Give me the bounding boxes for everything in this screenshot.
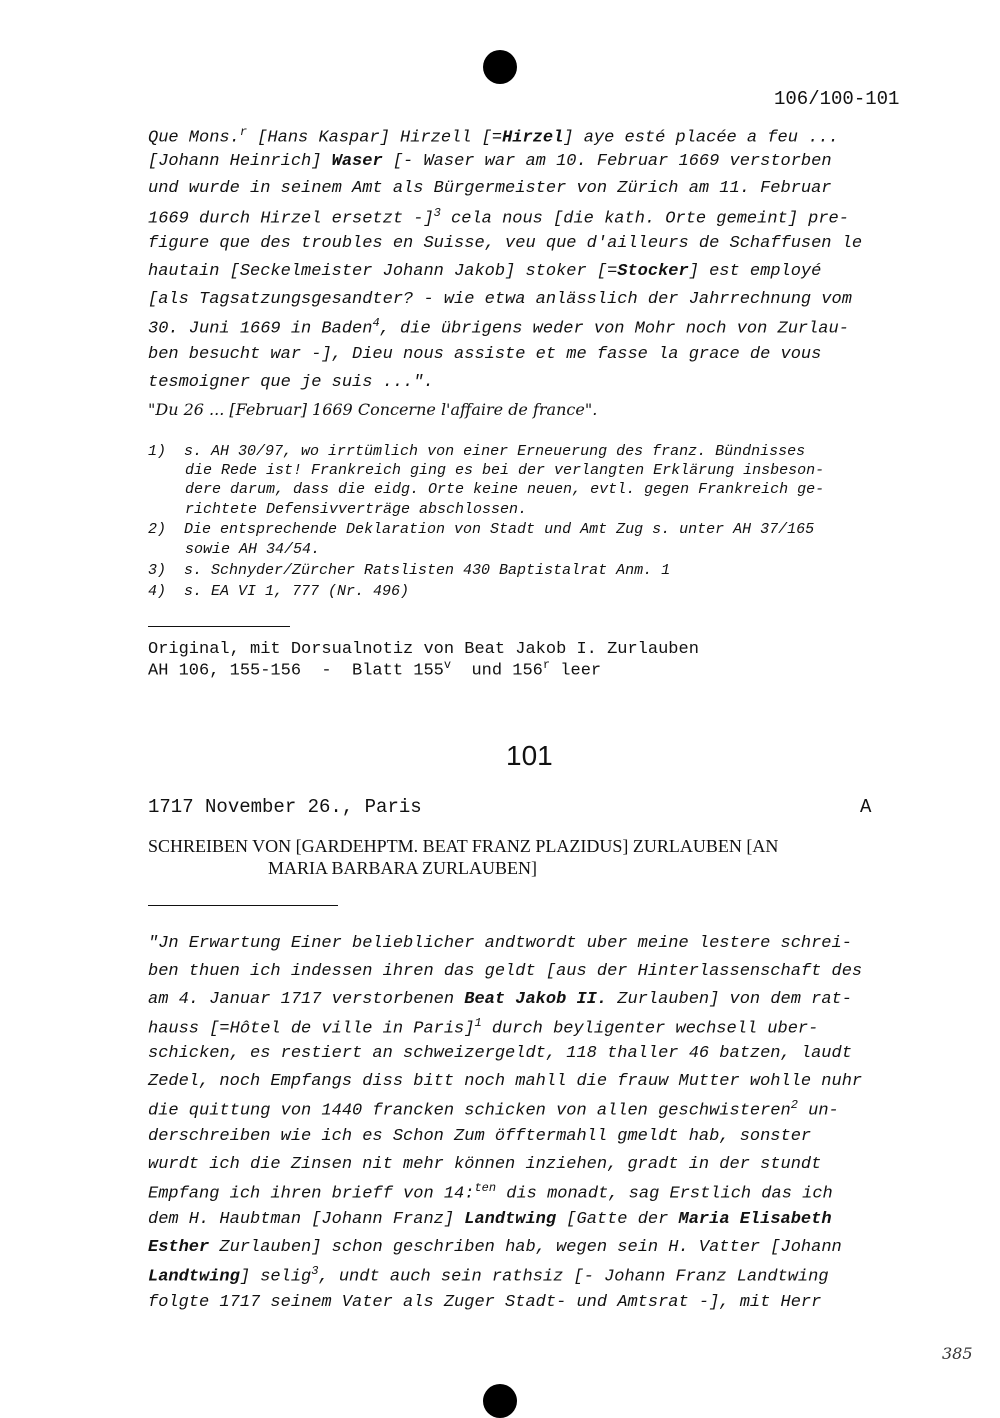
text-line: schicken, es restiert an schweizergeldt, 118 thaller 46 batzen, laudt (148, 1044, 852, 1063)
footnote-3: 3) s. Schnyder/Zürcher Ratslisten 430 Baptistalrat Anm. 1 (148, 562, 671, 579)
text-line: ben thuen ich indessen ihren das geldt [aus der Hinterlassenschaft des (148, 962, 863, 981)
footnote-2-line: sowie AH 34/54. (185, 541, 321, 558)
text-line: Esther Zurlauben] schon geschriben hab, wegen sein H. Vatter [Johann (148, 1238, 842, 1257)
page-reference: 106/100-101 (774, 88, 900, 110)
document-number: 101 (506, 740, 553, 771)
text-line: 30. Juni 1669 in Baden$^4$, die übrigens weder von Mohr noch von Zurlau- (148, 316, 849, 339)
letter-heading: SCHREIBEN VON [GARDEHPTM. BEAT FRANZ PLAZIDUS] ZURLAUBEN [AN (148, 836, 779, 856)
punch-hole-top (483, 50, 517, 84)
text-line: hautain [Seckelmeister Johann Jakob] stoker [=Stocker] est employé (148, 262, 822, 281)
footnote-1-line: die Rede ist! Frankreich ging es bei der verlangten Erklärung insbeson- (185, 462, 825, 479)
text-line: [als Tagsatzungsgesandter? - wie etwa anlässlich der Jahrrechnung vom (148, 290, 852, 309)
source-line: Original, mit Dorsualnotiz von Beat Jakob I. Zurlauben (148, 640, 699, 659)
text-line: ben besucht war -], Dieu nous assiste et me fasse la grace de vous (148, 345, 822, 364)
text-line: folgte 1717 seinem Vater als Zuger Stadt- und Amtsrat -], mit Herr (148, 1293, 822, 1312)
margin-scribble: 385 (942, 1344, 973, 1363)
text-line: Que Mons.$^r$ [Hans Kaspar] Hirzell [=Hirzel] aye esté placée a feu ... (148, 125, 839, 148)
footnote-1-line: richtete Defensivverträge abschlossen. (185, 501, 528, 518)
text-line: wurdt ich die Zinsen nit mehr können inziehen, gradt in der stundt (148, 1155, 822, 1174)
document-marker: A (860, 796, 872, 818)
text-line: und wurde in seinem Amt als Bürgermeister von Zürich am 11. Februar (148, 179, 832, 198)
text-line: hauss [=Hôtel de ville in Paris]$^1$ durch beyligenter wechsell uber- (148, 1016, 819, 1039)
text-line: Zedel, noch Empfangs diss bitt noch mahll die frauw Mutter wohlle nuhr (148, 1072, 863, 1091)
text-line: [Johann Heinrich] Waser [- Waser war am 10. Februar 1669 verstorben (148, 152, 832, 171)
punch-hole-bottom (483, 1384, 517, 1418)
divider (148, 905, 338, 906)
text-line: Landtwing] selig$^3$, undt auch sein rathsiz [- Johann Franz Landtwing (148, 1264, 829, 1287)
footnote-1: 1) s. AH 30/97, wo irrtümlich von einer Erneuerung des franz. Bündnisses (148, 443, 806, 460)
footnote-1-line: dere darum, dass die eidg. Orte keine neuen, evtl. gegen Frankreich ge- (185, 481, 825, 498)
footnote-2: 2) Die entsprechende Deklaration von Stadt und Amt Zug s. unter AH 37/165 (148, 521, 815, 538)
text-line: die quittung von 1440 francken schicken von allen geschwisteren$^2$ un- (148, 1098, 839, 1121)
text-line: dem H. Haubtman [Johann Franz] Landtwing [Gatte der Maria Elisabeth (148, 1210, 832, 1229)
text-line: figure que des troubles en Suisse, veu que d'ailleurs de Schaffusen le (148, 234, 863, 253)
divider (148, 626, 290, 627)
source-line: AH 106, 155-156 - Blatt 155$^v$ und 156$^r$ leer (148, 658, 602, 681)
text-line: derschreiben wie ich es Schon Zum öfftermahll gmeldt hab, sonster (148, 1127, 812, 1146)
text-line: "Jn Erwartung Einer belieblicher andtwordt uber meine lestere schrei- (148, 934, 852, 953)
dorsal-note: "Du 26 ... [Februar] 1669 Concerne l'affaire de france". (148, 400, 598, 419)
date-place: 1717 November 26., Paris (148, 796, 422, 818)
footnote-4: 4) s. EA VI 1, 777 (Nr. 496) (148, 583, 410, 600)
text-line: am 4. Januar 1717 verstorbenen Beat Jakob II. Zurlauben] von dem rat- (148, 990, 852, 1009)
letter-heading: MARIA BARBARA ZURLAUBEN] (268, 858, 538, 878)
text-line: Empfang ich ihren brieff von 14:$^{ten}$ dis monadt, sag Erstlich das ich (148, 1181, 833, 1204)
text-line: tesmoigner que je suis ...". (148, 373, 434, 392)
text-line: 1669 durch Hirzel ersetzt -]$^3$ cela nous [die kath. Orte gemeint] pre- (148, 206, 849, 229)
